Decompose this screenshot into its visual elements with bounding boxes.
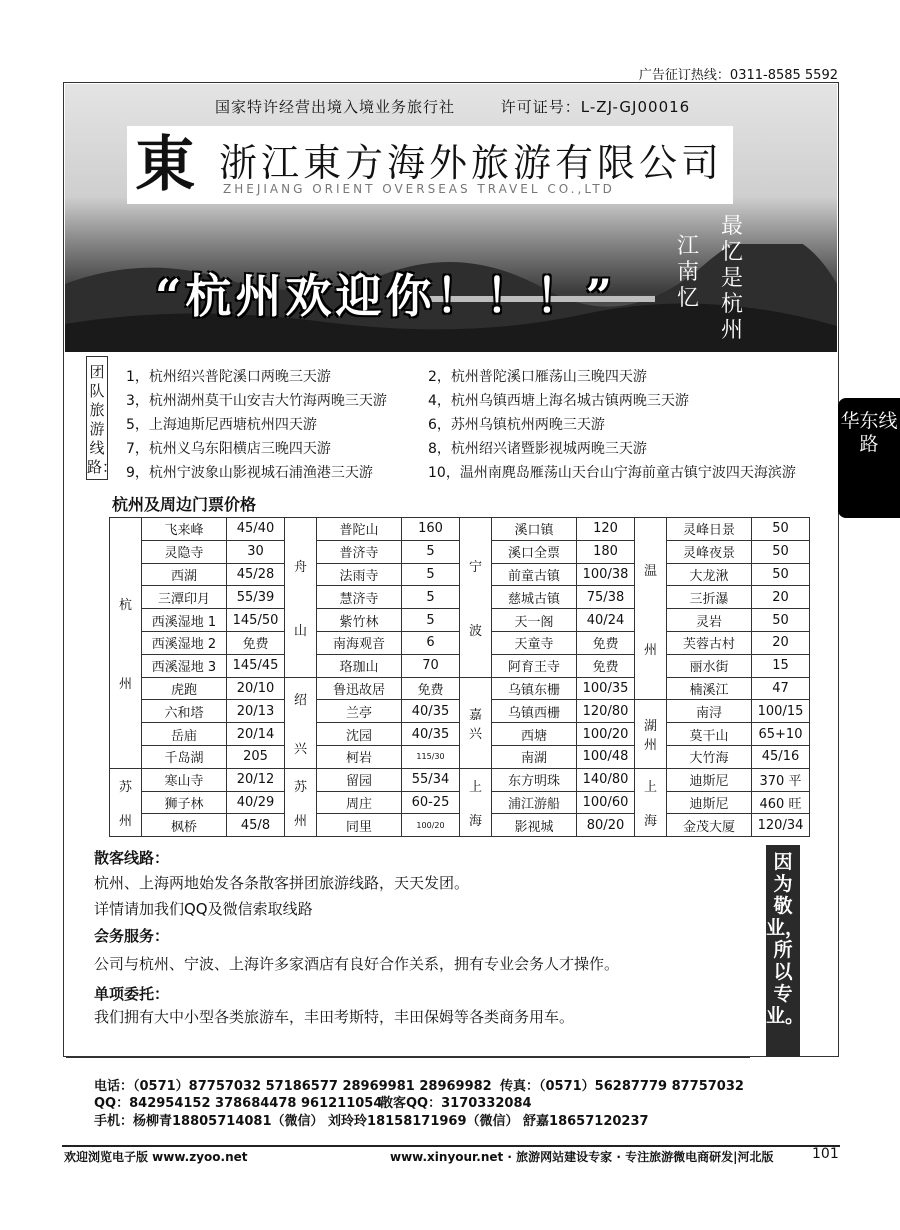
cell: 莫干山 bbox=[667, 723, 752, 746]
cell: 100/38 bbox=[577, 563, 635, 586]
cell: 205 bbox=[227, 745, 285, 768]
cell: 天一阁 bbox=[492, 609, 577, 632]
cell: 65+10 bbox=[752, 723, 810, 746]
cell: 115/30 bbox=[402, 745, 460, 768]
license-number: 许可证号：L-ZJ-GJ00016 bbox=[500, 98, 691, 116]
list-item: 10，温州南麂岛雁荡山天台山宁海前童古镇宁波四天海滨游 bbox=[428, 465, 796, 481]
license-line bbox=[215, 96, 730, 117]
cell: 55/34 bbox=[402, 768, 460, 791]
scatter-heading: 散客线路： bbox=[94, 849, 170, 867]
cell: 灵岩 bbox=[667, 609, 752, 632]
cell: 40/29 bbox=[227, 791, 285, 814]
cell: 珞珈山 bbox=[317, 654, 402, 677]
cell: 大竹海 bbox=[667, 745, 752, 768]
cell: 周庄 bbox=[317, 791, 402, 814]
cell: 45/28 bbox=[227, 563, 285, 586]
mobile-line: 手机：杨柳青18805714081（微信） 刘玲玲18158171969（微信） 舒嘉18657120237 bbox=[94, 1114, 649, 1129]
fax-line: 传真：（0571）56287779 87757032 bbox=[500, 1079, 744, 1094]
single-text: 我们拥有大中小型各类旅游车，丰田考斯特，丰田保姆等各类商务用车。 bbox=[94, 1008, 575, 1026]
cell: 100/35 bbox=[577, 677, 635, 700]
calligraphy-line-1: 最忆是杭州 bbox=[720, 214, 743, 343]
cell: 50 bbox=[752, 540, 810, 563]
cell: 5 bbox=[402, 540, 460, 563]
list-item: 7，杭州义乌东阳横店三晚四天游 bbox=[126, 441, 331, 457]
cell: 西溪湿地 3 bbox=[142, 654, 227, 677]
cell: 柯岩 bbox=[317, 745, 402, 768]
table-row bbox=[110, 768, 810, 791]
cell: 40/35 bbox=[402, 700, 460, 723]
region-jiaxing: 嘉 兴 bbox=[460, 677, 492, 768]
calligraphy-line-2: 江南忆 bbox=[676, 234, 699, 311]
cell: 楠溪江 bbox=[667, 677, 752, 700]
cell: 70 bbox=[402, 654, 460, 677]
region-shanghai: 上 海 bbox=[460, 768, 492, 836]
cell: 慧济寺 bbox=[317, 586, 402, 609]
cell: 免费 bbox=[577, 654, 635, 677]
list-item: 2，杭州普陀溪口雁荡山三晚四天游 bbox=[428, 369, 647, 385]
cell: 50 bbox=[752, 518, 810, 541]
cell: 100/15 bbox=[752, 700, 810, 723]
cell: 15 bbox=[752, 654, 810, 677]
cell: 100/60 bbox=[577, 791, 635, 814]
footer-right: www.xinyour.net · 旅游网站建设专家 · 专注旅游微电商研发|河北版 bbox=[390, 1150, 774, 1164]
cell: 溪口镇 bbox=[492, 518, 577, 541]
cell: 370 平 bbox=[752, 768, 810, 791]
cell: 100/48 bbox=[577, 745, 635, 768]
cell: 55/39 bbox=[227, 586, 285, 609]
cell: 西溪湿地 2 bbox=[142, 631, 227, 654]
divider bbox=[66, 1057, 750, 1058]
cell: 普济寺 bbox=[317, 540, 402, 563]
route-label: 团队旅游线路： bbox=[86, 356, 108, 480]
cell: 100/20 bbox=[577, 723, 635, 746]
list-item: 1，杭州绍兴普陀溪口两晚三天游 bbox=[126, 369, 331, 385]
cell: 迪斯尼 bbox=[667, 791, 752, 814]
cell: 灵峰夜景 bbox=[667, 540, 752, 563]
cell: 枫桥 bbox=[142, 814, 227, 837]
scatter-text-1: 杭州、上海两地始发各条散客拼团旅游线路，天天发团。 bbox=[94, 874, 470, 892]
cell: 西溪湿地 1 bbox=[142, 609, 227, 632]
region-huzhou: 湖 州 bbox=[635, 700, 667, 768]
list-item: 4，杭州乌镇西塘上海名城古镇两晚三天游 bbox=[428, 393, 689, 409]
region-shaoxing: 绍 兴 bbox=[285, 677, 317, 768]
cell: 20/14 bbox=[227, 723, 285, 746]
cell: 100/20 bbox=[402, 814, 460, 837]
cell: 乌镇西栅 bbox=[492, 700, 577, 723]
cell: 20/13 bbox=[227, 700, 285, 723]
cell: 三潭印月 bbox=[142, 586, 227, 609]
cell: 南湖 bbox=[492, 745, 577, 768]
cell: 丽水街 bbox=[667, 654, 752, 677]
company-slogan: 因为敬业，所以专业。 bbox=[766, 845, 800, 1057]
cell: 大龙湫 bbox=[667, 563, 752, 586]
cell: 45/40 bbox=[227, 518, 285, 541]
cell: 20/10 bbox=[227, 677, 285, 700]
region-hangzhou: 杭 州 bbox=[110, 518, 142, 769]
cell: 免费 bbox=[227, 631, 285, 654]
company-logo bbox=[127, 126, 733, 204]
cell: 免费 bbox=[402, 677, 460, 700]
table-row bbox=[110, 518, 810, 541]
cell: 虎跑 bbox=[142, 677, 227, 700]
list-item: 6，苏州乌镇杭州两晚三天游 bbox=[428, 417, 605, 433]
cell: 六和塔 bbox=[142, 700, 227, 723]
cell: 5 bbox=[402, 563, 460, 586]
cell: 乌镇东栅 bbox=[492, 677, 577, 700]
region-suzhou-2: 苏 州 bbox=[285, 768, 317, 836]
footer-divider bbox=[62, 1145, 840, 1147]
cell: 20 bbox=[752, 631, 810, 654]
cell: 160 bbox=[402, 518, 460, 541]
footer-left: 欢迎浏览电子版 www.zyoo.net bbox=[64, 1150, 248, 1164]
region-suzhou: 苏 州 bbox=[110, 768, 142, 836]
cell: 迪斯尼 bbox=[667, 768, 752, 791]
cell: 145/50 bbox=[227, 609, 285, 632]
ad-hotline: 广告征订热线：0311-8585 5592 bbox=[638, 68, 838, 83]
cell: 120/80 bbox=[577, 700, 635, 723]
cell: 50 bbox=[752, 609, 810, 632]
cell: 140/80 bbox=[577, 768, 635, 791]
welcome-slogan: “杭州欢迎你！！！” bbox=[155, 269, 616, 323]
cell: 西湖 bbox=[142, 563, 227, 586]
table-row bbox=[110, 677, 810, 700]
cell: 47 bbox=[752, 677, 810, 700]
cell: 芙蓉古村 bbox=[667, 631, 752, 654]
cell: 5 bbox=[402, 609, 460, 632]
cell: 兰亭 bbox=[317, 700, 402, 723]
cell: 50 bbox=[752, 563, 810, 586]
cell: 灵峰日景 bbox=[667, 518, 752, 541]
cell: 80/20 bbox=[577, 814, 635, 837]
cell: 溪口全票 bbox=[492, 540, 577, 563]
region-zhoushan: 舟 山 bbox=[285, 518, 317, 678]
banner bbox=[65, 84, 837, 352]
cell: 紫竹林 bbox=[317, 609, 402, 632]
list-item: 3，杭州湖州莫干山安吉大竹海两晚三天游 bbox=[126, 393, 387, 409]
cell: 5 bbox=[402, 586, 460, 609]
cell: 30 bbox=[227, 540, 285, 563]
cell: 40/24 bbox=[577, 609, 635, 632]
company-name: 浙江東方海外旅游有限公司 bbox=[219, 141, 724, 185]
cell: 金茂大厦 bbox=[667, 814, 752, 837]
ticket-price-table bbox=[109, 517, 810, 837]
cell: 东方明珠 bbox=[492, 768, 577, 791]
cell: 阿育王寺 bbox=[492, 654, 577, 677]
cell: 鲁迅故居 bbox=[317, 677, 402, 700]
cell: 20 bbox=[752, 586, 810, 609]
cell: 南海观音 bbox=[317, 631, 402, 654]
cell: 普陀山 bbox=[317, 518, 402, 541]
cell: 浦江游船 bbox=[492, 791, 577, 814]
license-text: 国家特许经营出境入境业务旅行社 bbox=[215, 98, 456, 116]
cell: 120/34 bbox=[752, 814, 810, 837]
cell: 留园 bbox=[317, 768, 402, 791]
cell: 60-25 bbox=[402, 791, 460, 814]
cell: 南浔 bbox=[667, 700, 752, 723]
cell: 180 bbox=[577, 540, 635, 563]
cell: 120 bbox=[577, 518, 635, 541]
meeting-text: 公司与杭州、宁波、上海许多家酒店有良好合作关系，拥有专业会务人才操作。 bbox=[94, 955, 620, 973]
cell: 460 旺 bbox=[752, 791, 810, 814]
cell: 飞来峰 bbox=[142, 518, 227, 541]
region-shanghai-2: 上 海 bbox=[635, 768, 667, 836]
cell: 45/16 bbox=[752, 745, 810, 768]
cell: 影视城 bbox=[492, 814, 577, 837]
qq-line: QQ：842954152 378684478 961211054 bbox=[94, 1096, 383, 1111]
cell: 6 bbox=[402, 631, 460, 654]
cell: 岳庙 bbox=[142, 723, 227, 746]
cell: 灵隐寺 bbox=[142, 540, 227, 563]
cell: 法雨寺 bbox=[317, 563, 402, 586]
cell: 20/12 bbox=[227, 768, 285, 791]
phone-line: 电话：（0571）87757032 57186577 28969981 28969982 bbox=[94, 1079, 492, 1094]
region-wenzhou: 温 州 bbox=[635, 518, 667, 700]
meeting-heading: 会务服务： bbox=[94, 927, 170, 945]
cell: 狮子林 bbox=[142, 791, 227, 814]
company-name-en: ZHEJIANG ORIENT OVERSEAS TRAVEL CO.,LTD bbox=[223, 182, 615, 196]
guest-qq-line: 散客QQ：3170332084 bbox=[380, 1096, 532, 1111]
section-tab-east-china: 华东线路 bbox=[838, 398, 900, 518]
cell: 免费 bbox=[577, 631, 635, 654]
list-item: 9，杭州宁波象山影视城石浦渔港三天游 bbox=[126, 465, 373, 481]
cell: 天童寺 bbox=[492, 631, 577, 654]
cell: 40/35 bbox=[402, 723, 460, 746]
cell: 西塘 bbox=[492, 723, 577, 746]
cell: 沈园 bbox=[317, 723, 402, 746]
cell: 寒山寺 bbox=[142, 768, 227, 791]
list-item: 5，上海迪斯尼西塘杭州四天游 bbox=[126, 417, 317, 433]
cell: 75/38 bbox=[577, 586, 635, 609]
region-ningbo: 宁 波 bbox=[460, 518, 492, 678]
scatter-text-2: 详情请加我们QQ及微信索取线路 bbox=[94, 900, 313, 918]
cell: 前童古镇 bbox=[492, 563, 577, 586]
ticket-price-title: 杭州及周边门票价格 bbox=[112, 495, 257, 514]
page-number: 101 bbox=[812, 1146, 839, 1162]
cell: 千岛湖 bbox=[142, 745, 227, 768]
cell: 三折瀑 bbox=[667, 586, 752, 609]
single-heading: 单项委托： bbox=[94, 985, 170, 1003]
cell: 145/45 bbox=[227, 654, 285, 677]
list-item: 8，杭州绍兴诸暨影视城两晚三天游 bbox=[428, 441, 647, 457]
cell: 45/8 bbox=[227, 814, 285, 837]
cell: 同里 bbox=[317, 814, 402, 837]
logo-mark: 東 bbox=[135, 130, 195, 200]
cell: 慈城古镇 bbox=[492, 586, 577, 609]
